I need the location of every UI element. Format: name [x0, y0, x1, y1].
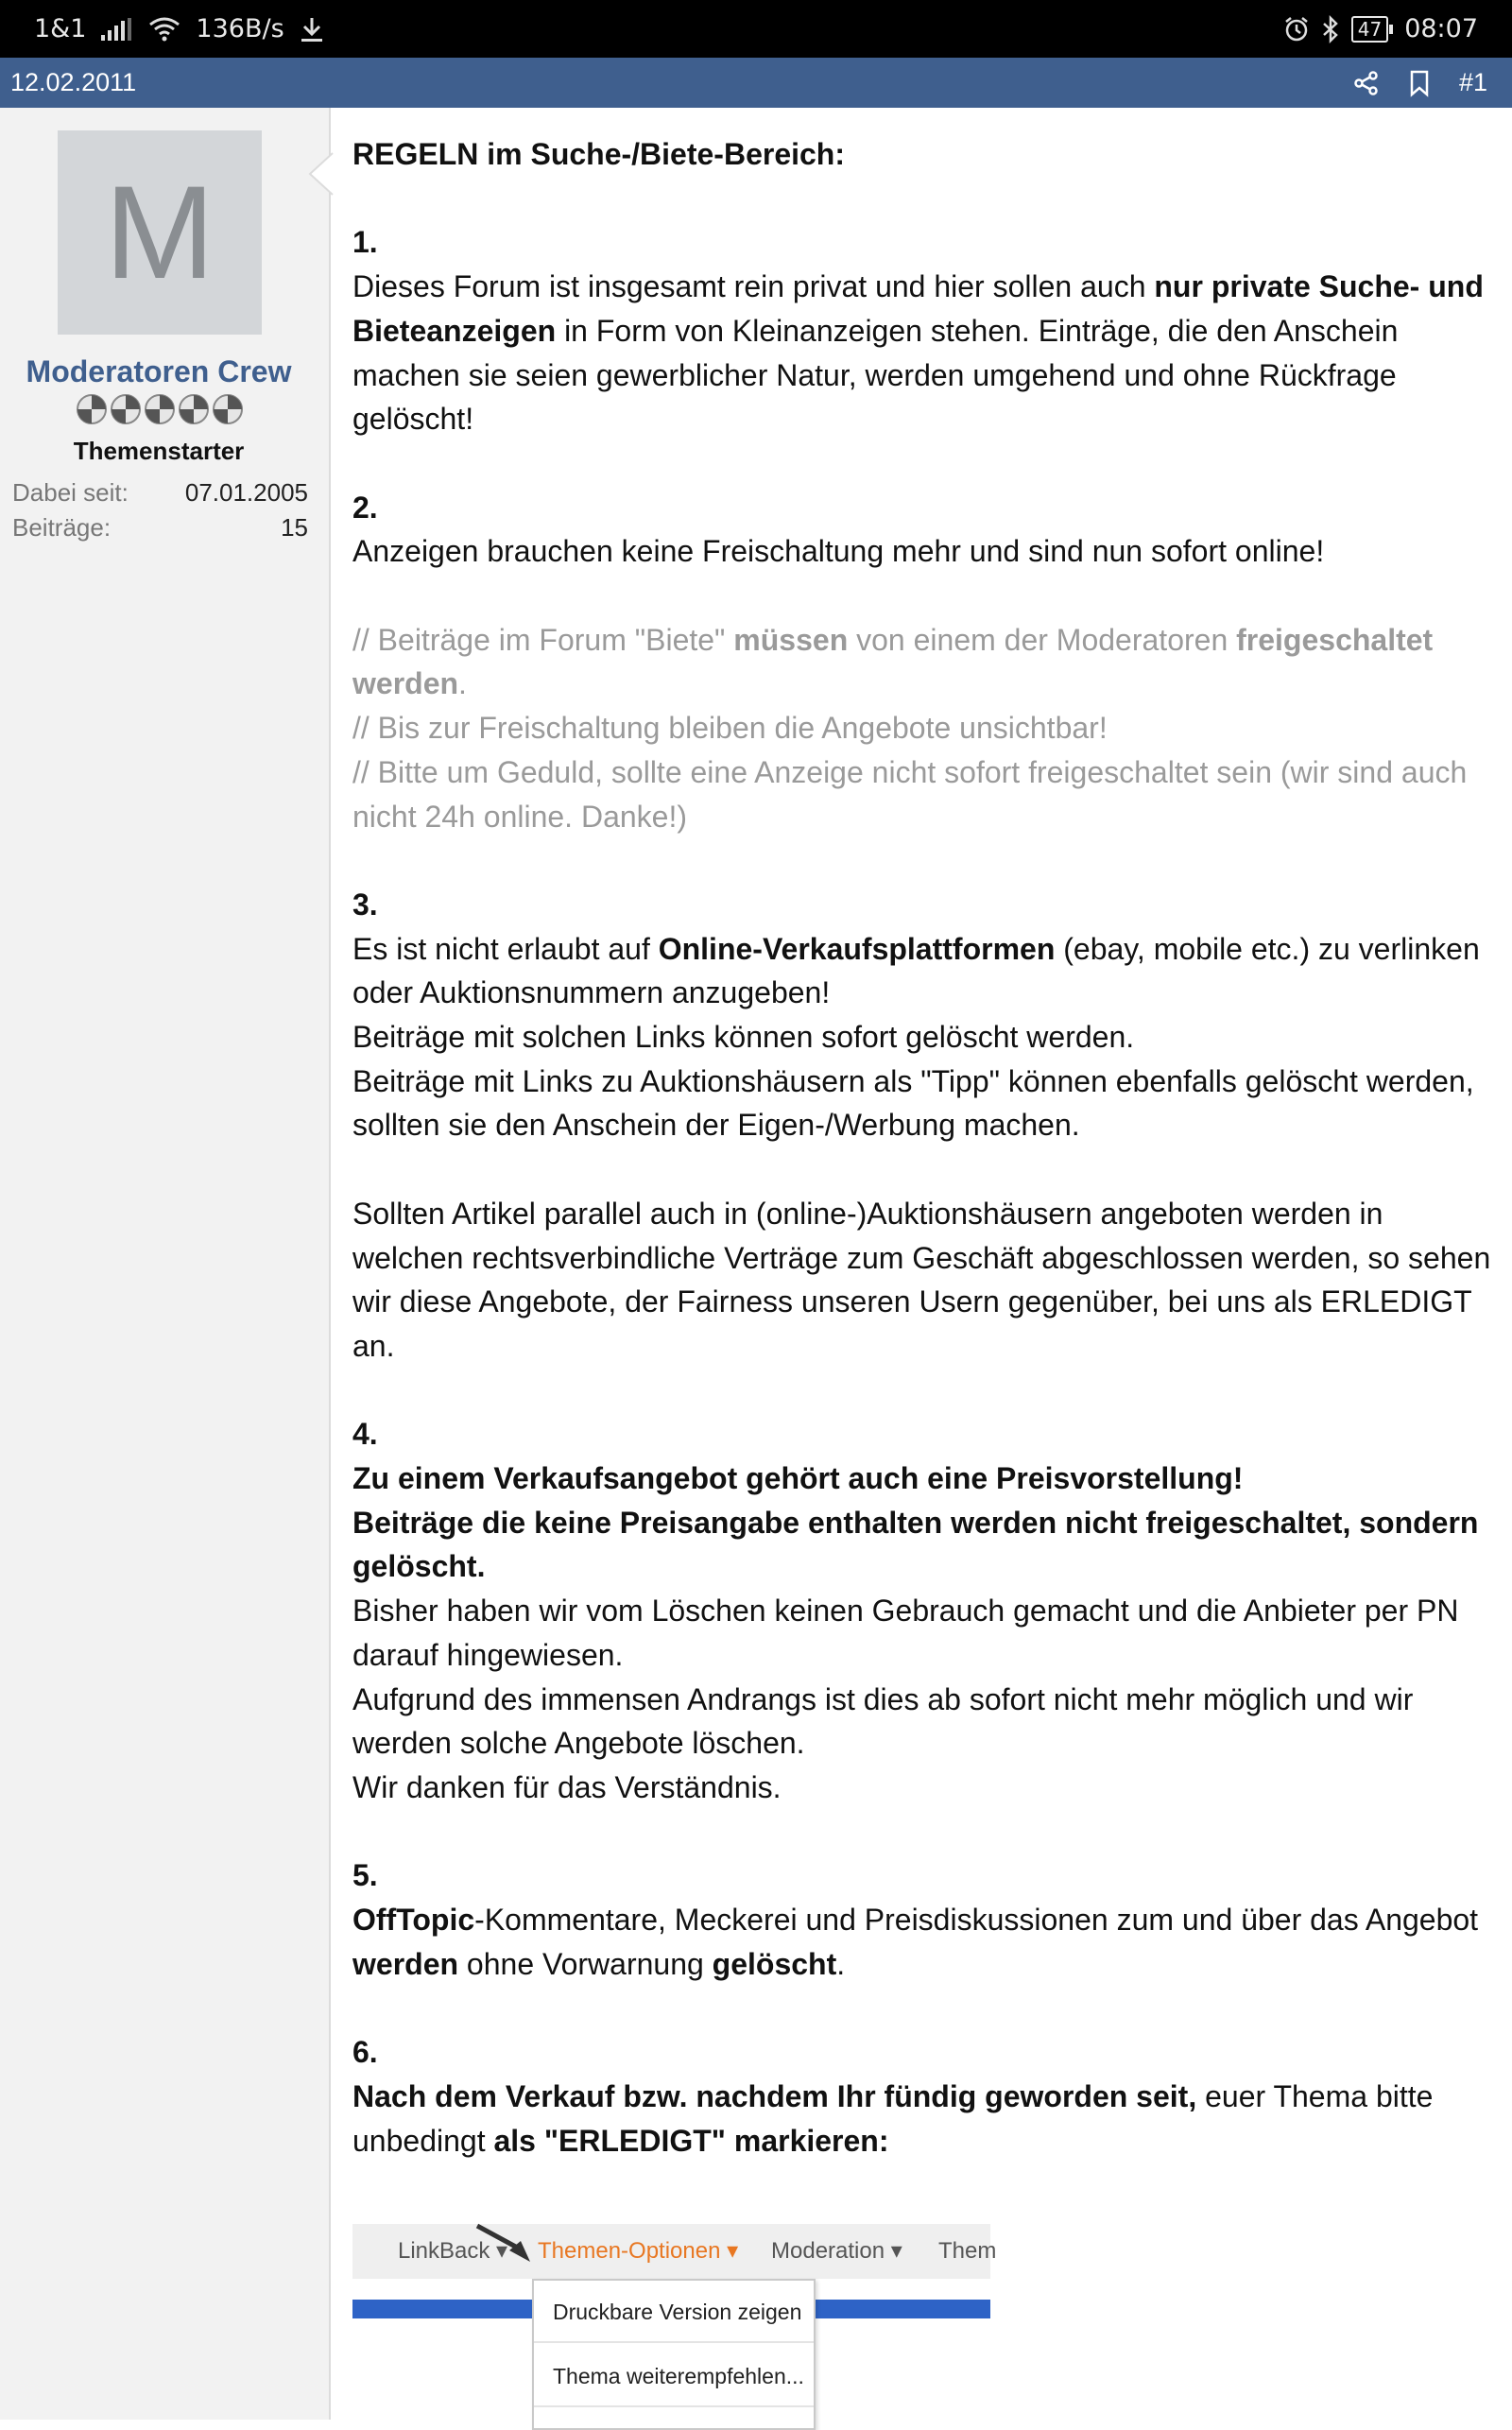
clock: 08:07: [1404, 14, 1478, 43]
section-2-note-3: // Bitte um Geduld, sollte eine Anzeige nicht sofort freigeschaltet sein (wir sind auch nicht 24h online. Danke!): [352, 754, 1468, 834]
posts-row: [12, 513, 308, 543]
section-3-paragraph-2: Sollten Artikel parallel auch in (online-)Auktionshäusern angeboten werden in welchen rechtsverbindliche Verträge zum Geschäft abgeschlossen werden, so sehen wir diese Angebote, der Fairness unseren Usern gegenüber, bei uns als ERLEDIGT an.: [352, 1196, 1491, 1363]
avatar[interactable]: [58, 130, 262, 335]
section-1-number: 1.: [352, 225, 378, 260]
embedded-toolbar: [352, 2224, 997, 2279]
section-2-number: 2.: [352, 490, 378, 525]
embedded-dropdown-item: Thema weiterempfehlen...: [534, 2345, 814, 2407]
rules-title: REGELN im Suche-/Biete-Bereich:: [352, 137, 845, 171]
section-6-text: Nach dem Verkauf bzw. nachdem Ihr fündig geworden seit, euer Thema bitte unbedingt als "ERLEDIGT" markieren:: [352, 2078, 1434, 2158]
rank-star-icon: [212, 393, 244, 425]
rank-stars: [76, 393, 244, 425]
post-caret: [310, 153, 333, 195]
section-4-line-4: Aufgrund des immensen Andrangs ist dies ab sofort nicht mehr möglich und wir werden solche Angebote löschen.: [352, 1681, 1414, 1761]
post-date: 12.02.2011: [10, 68, 137, 96]
section-6-number: 6.: [352, 2035, 378, 2070]
embedded-menu-themen-optionen: Themen-Optionen ▾: [538, 2238, 739, 2264]
section-2-note-1: // Beiträge im Forum "Biete" müssen von einem der Moderatoren freigeschaltet werden.: [352, 622, 1434, 701]
section-5-number: 5.: [352, 1858, 378, 1893]
wifi-icon: [148, 17, 180, 42]
post-header: [0, 58, 1512, 108]
embedded-dropdown-item: Druckbare Version zeigen: [534, 2281, 814, 2343]
battery-level: 47: [1351, 16, 1388, 43]
section-4-line-5: Wir danken für das Verständnis.: [352, 1769, 782, 1804]
embedded-screenshot[interactable]: [352, 2224, 997, 2420]
bookmark-icon[interactable]: [1408, 70, 1431, 96]
battery-icon: [1351, 16, 1393, 43]
section-4-bold-1: Zu einem Verkaufsangebot gehört auch eine Preisvorstellung!: [352, 1461, 1244, 1495]
author-sidebar: [0, 108, 331, 2420]
section-4-bold-2: Beiträge die keine Preisangabe enthalten werden nicht freigeschaltet, sondern gelöscht.: [352, 1505, 1479, 1584]
rank-star-icon: [110, 393, 142, 425]
author-name-link[interactable]: Moderatoren Crew: [26, 354, 292, 388]
post-number-link[interactable]: #1: [1458, 68, 1487, 96]
section-3-line-3: Beiträge mit Links zu Auktionshäusern als "Tipp" können ebenfalls gelöscht werden, sollten sie den Anschein der Eigen-/Werbung machen.: [352, 1063, 1474, 1143]
section-1-text: Dieses Forum ist insgesamt rein privat und hier sollen auch nur private Suche- und Bieteanzeigen in Form von Kleinanzeigen stehen. Einträge, die den Anschein machen sie seien gewerblicher Natur, werden umgehend und ohne Rückfrage gelöscht!: [352, 269, 1484, 437]
share-icon[interactable]: [1353, 70, 1380, 96]
status-right: [1283, 0, 1478, 58]
network-speed: 136B/s: [196, 14, 284, 43]
joined-value: 07.01.2005: [184, 478, 308, 507]
rank-star-icon: [144, 393, 176, 425]
pointer-arrow-icon: [475, 2224, 541, 2281]
section-3-number: 3.: [352, 887, 378, 922]
author-rank: Themenstarter: [73, 437, 245, 465]
posts-label: Beiträge:: [12, 513, 112, 542]
download-icon: [300, 16, 324, 43]
posts-value: 15: [281, 513, 308, 542]
embedded-dropdown: [532, 2279, 816, 2430]
section-3-text: Es ist nicht erlaubt auf Online-Verkaufsplattformen (ebay, mobile etc.) zu verlinken oder Auktionsnummern anzugeben!: [352, 931, 1480, 1010]
rank-star-icon: [76, 393, 108, 425]
rank-star-icon: [178, 393, 210, 425]
section-2-note-2: // Bis zur Freischaltung bleiben die Angebote unsichtbar!: [352, 711, 1108, 746]
section-4-line-3: Bisher haben wir vom Löschen keinen Gebrauch gemacht und die Anbieter per PN darauf hingewiesen.: [352, 1594, 1459, 1672]
embedded-menu-them: Them: [938, 2238, 997, 2264]
joined-row: [12, 478, 308, 508]
post-body: [352, 132, 1496, 2163]
joined-label: Dabei seit:: [12, 478, 129, 507]
status-bar: [0, 0, 1512, 58]
alarm-icon: [1283, 16, 1310, 43]
bluetooth-icon: [1321, 16, 1340, 43]
status-left: [34, 0, 324, 58]
section-3-line-2: Beiträge mit solchen Links können sofort gelöscht werden.: [352, 1020, 1135, 1054]
signal-icon: [101, 18, 133, 41]
section-4-number: 4.: [352, 1417, 378, 1452]
carrier-label: 1&1: [34, 14, 87, 43]
avatar-letter: M: [104, 158, 215, 306]
section-2-text: Anzeigen brauchen keine Freischaltung mehr und sind nun sofort online!: [352, 534, 1325, 569]
post-actions: [1353, 58, 1487, 108]
section-5-text: OffTopic-Kommentare, Meckerei und Preisdiskussionen zum und über das Angebot werden ohne Vorwarnung gelöscht.: [352, 1903, 1479, 1981]
embedded-menu-linkback: LinkBack ▾: [398, 2238, 508, 2264]
embedded-menu-moderation: Moderation ▾: [771, 2238, 902, 2264]
